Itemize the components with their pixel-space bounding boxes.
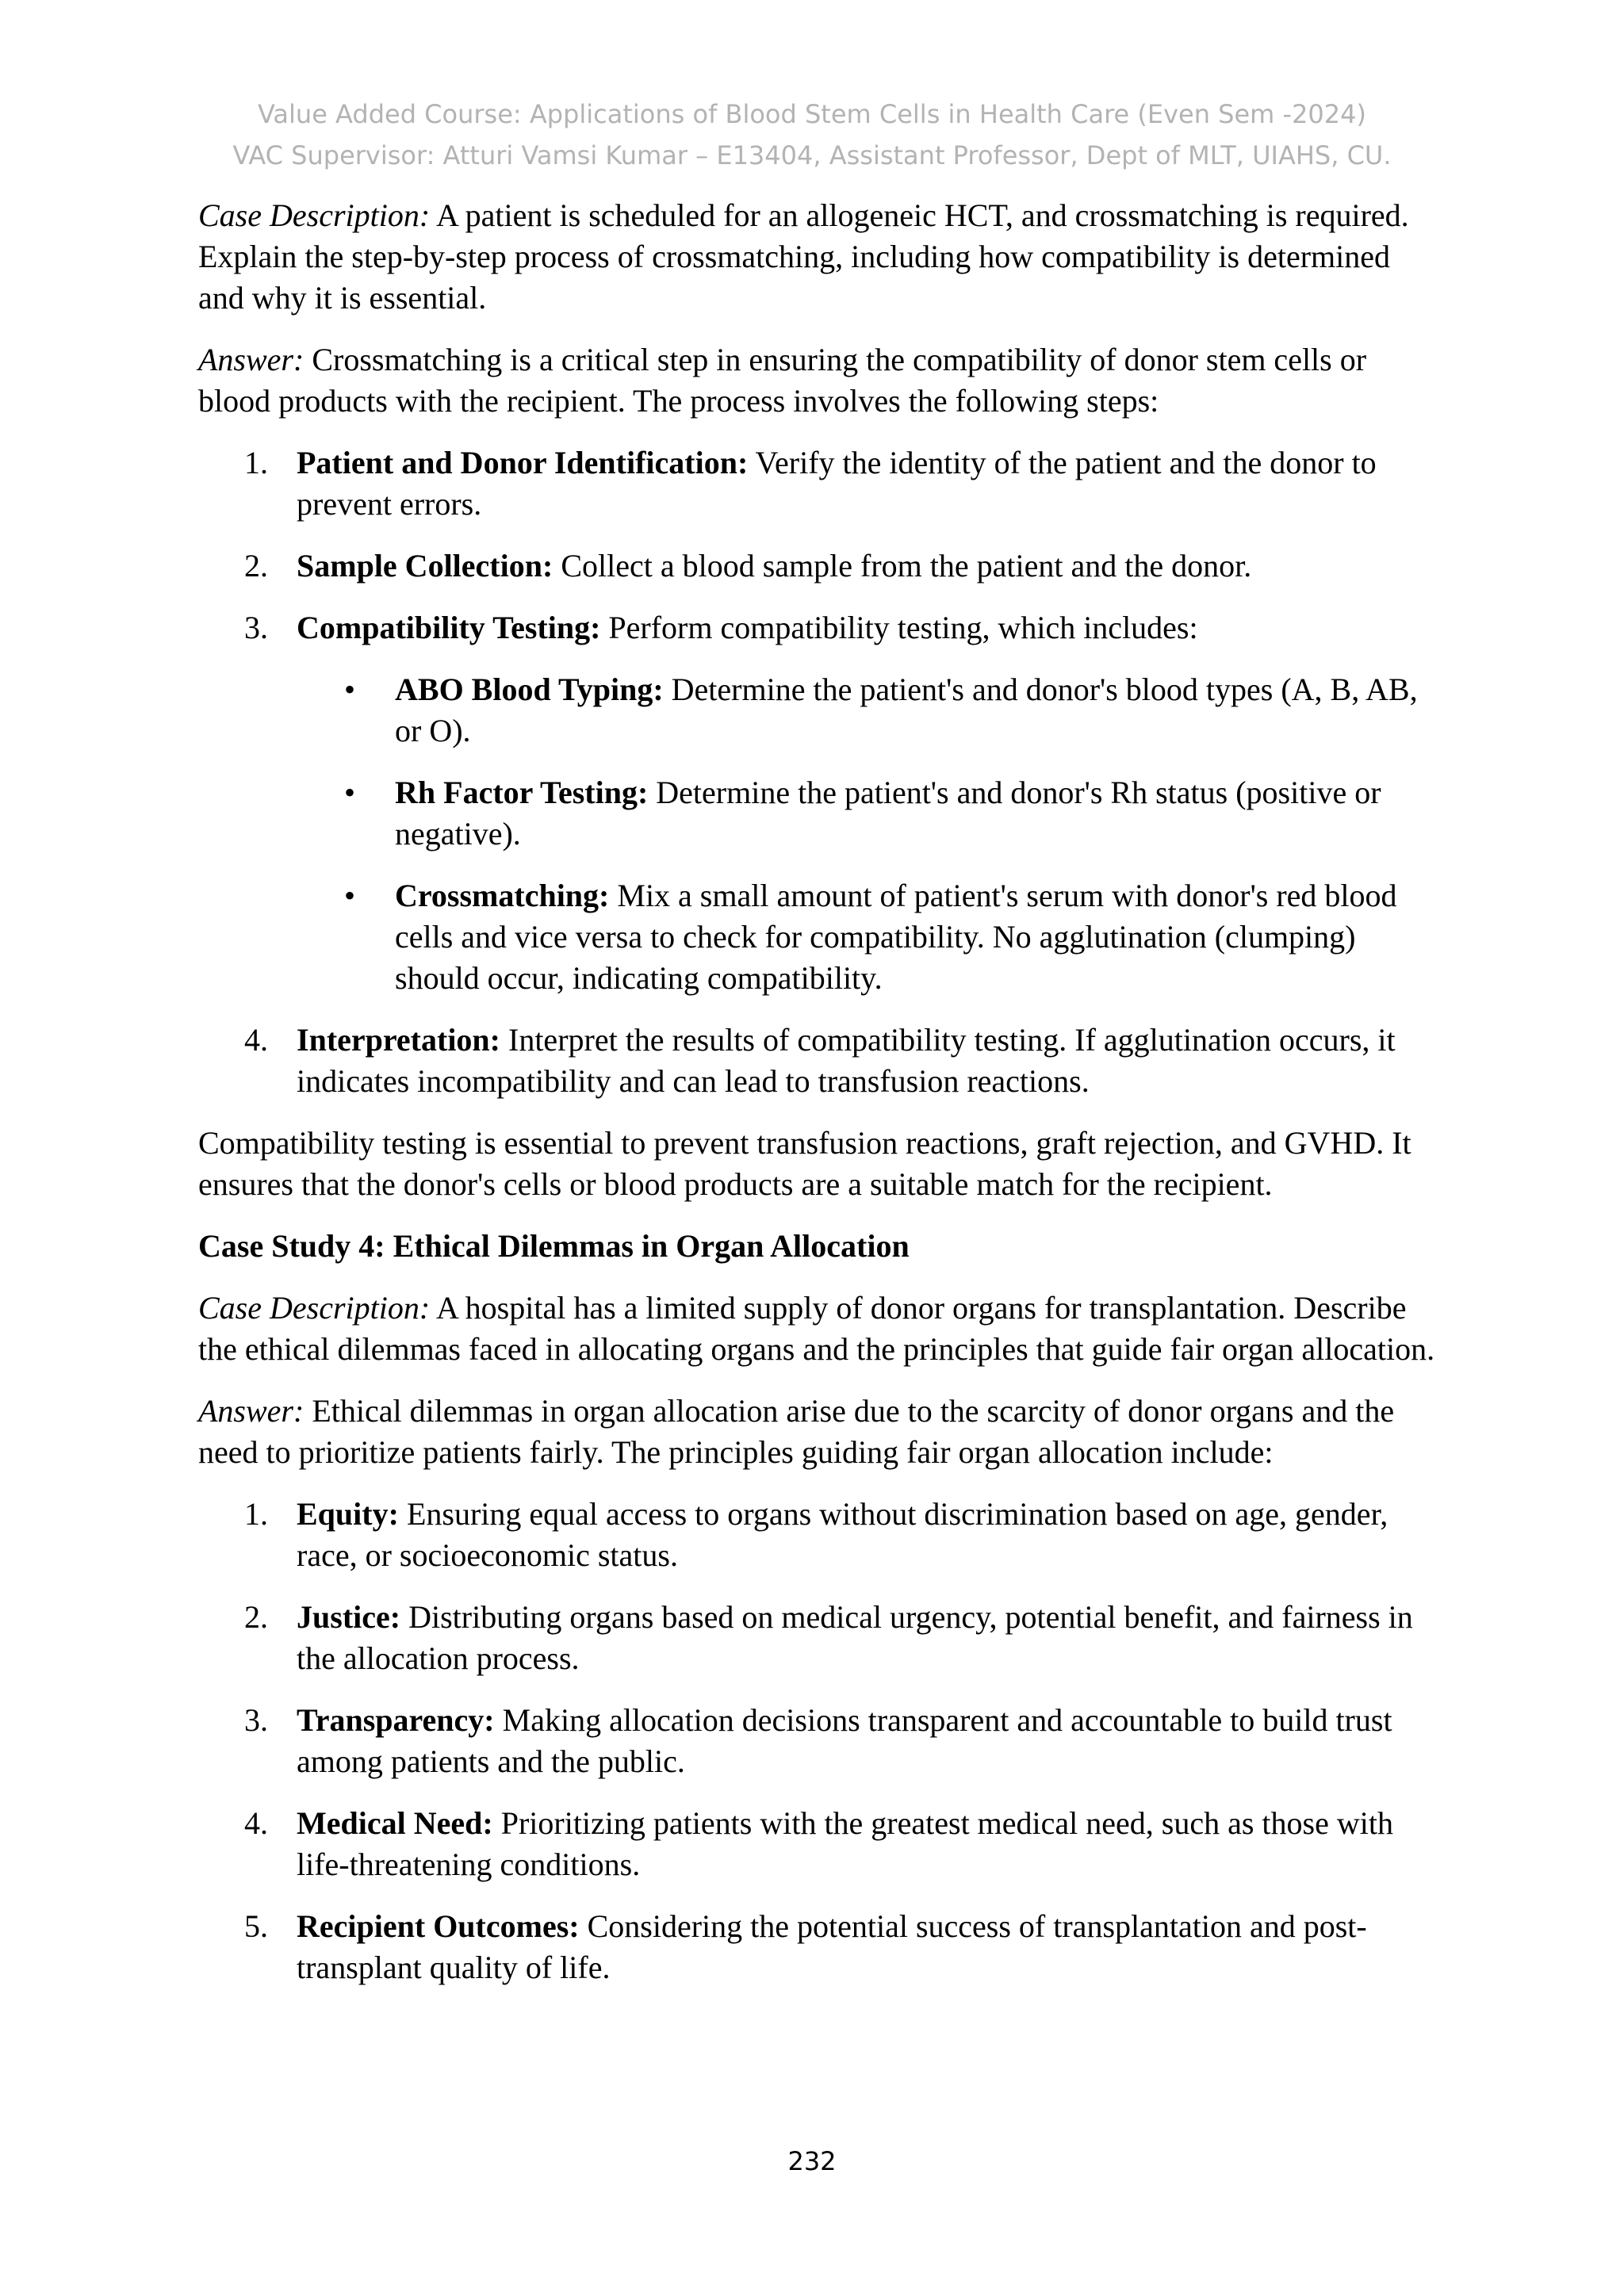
list-item-title: Equity: xyxy=(297,1496,399,1532)
list-item-number: 1. xyxy=(244,445,268,480)
bullet-item xyxy=(297,875,1443,999)
list-item-title: Medical Need: xyxy=(297,1805,493,1841)
case4-answer xyxy=(198,1391,1443,1473)
list-item-number: 2. xyxy=(244,548,268,584)
bullet-item-title: ABO Blood Typing: xyxy=(395,672,664,707)
list-item-title: Compatibility Testing: xyxy=(297,610,601,645)
list-item-title: Justice: xyxy=(297,1599,401,1635)
bullet-marker: • xyxy=(344,672,356,707)
list-item xyxy=(198,1803,1443,1885)
running-header xyxy=(0,94,1624,176)
case3-description xyxy=(198,195,1443,319)
page-number: 232 xyxy=(787,2146,837,2176)
list-item-text: Considering the potential success of transplantation and post-transplant quality of life. xyxy=(297,1908,1367,1985)
list-item-title: Patient and Donor Identification: xyxy=(297,445,749,480)
header-course-title: Value Added Course: Applications of Blood Stem Cells in Health Care (Even Sem -2024) xyxy=(258,99,1366,129)
bullet-item xyxy=(297,669,1443,752)
case3-conclusion: Compatibility testing is essential to prevent transfusion reactions, graft rejection, and GVHD. It ensures that the donor's cells or blood products are a suitable match for the recipient. xyxy=(198,1125,1411,1202)
case3-answer-text: Crossmatching is a critical step in ensuring the compatibility of donor stem cells or blood products with the recipient. The process involves the following steps: xyxy=(198,342,1367,419)
list-item-text: Ensuring equal access to organs without discrimination based on age, gender, race, or socioeconomic status. xyxy=(297,1496,1388,1573)
bullet-item-text: Determine the patient's and donor's blood types (A, B, AB, or O). xyxy=(395,672,1418,748)
list-item xyxy=(198,1494,1443,1576)
list-item xyxy=(198,442,1443,525)
list-item-text: Perform compatibility testing, which includes: xyxy=(600,610,1198,645)
list-item xyxy=(198,1597,1443,1679)
bullet-item-text: Determine the patient's and donor's Rh status (positive or negative). xyxy=(395,775,1381,851)
bullet-item xyxy=(297,772,1443,855)
list-item-text: Making allocation decisions transparent and accountable to build trust among patients and the public. xyxy=(297,1702,1392,1779)
list-item xyxy=(198,1020,1443,1102)
list-item-text: Verify the identity of the patient and the donor to prevent errors. xyxy=(297,445,1377,522)
list-item-text: Distributing organs based on medical urgency, potential benefit, and fairness in the allocation process. xyxy=(297,1599,1413,1676)
list-item-text: Prioritizing patients with the greatest medical need, such as those with life-threatening conditions. xyxy=(297,1805,1393,1882)
case3-description-label: Case Description: xyxy=(198,197,431,233)
header-supervisor: VAC Supervisor: Atturi Vamsi Kumar – E13404, Assistant Professor, Dept of MLT, UIAHS, CU. xyxy=(232,140,1392,170)
case3-answer xyxy=(198,339,1443,422)
list-item-text: Collect a blood sample from the patient and the donor. xyxy=(553,548,1252,584)
list-item xyxy=(198,1700,1443,1782)
crossmatching-steps-list xyxy=(198,442,1443,1102)
list-item xyxy=(198,545,1443,587)
list-item xyxy=(198,1906,1443,1988)
case4-description xyxy=(198,1288,1443,1370)
case3-answer-label: Answer: xyxy=(198,342,304,377)
list-item-number: 1. xyxy=(244,1496,268,1532)
bullet-marker: • xyxy=(344,775,356,810)
bullet-marker: • xyxy=(344,878,356,913)
case4-description-label: Case Description: xyxy=(198,1290,431,1326)
list-item-number: 5. xyxy=(244,1908,268,1944)
bullet-item-title: Rh Factor Testing: xyxy=(395,775,649,810)
case4-answer-text: Ethical dilemmas in organ allocation arise due to the scarcity of donor organs and the need to prioritize patients fairly. The principles guiding fair organ allocation include: xyxy=(198,1393,1395,1470)
case4-heading: Case Study 4: Ethical Dilemmas in Organ Allocation xyxy=(198,1228,910,1264)
list-item-text: Interpret the results of compatibility testing. If agglutination occurs, it indicates incompatibility and can lead to transfusion reactions. xyxy=(297,1022,1396,1099)
list-item-number: 3. xyxy=(244,610,268,645)
list-item-number: 3. xyxy=(244,1702,268,1738)
case4-description-text: A hospital has a limited supply of donor organs for transplantation. Describe the ethical dilemmas faced in allocating organs and the principles that guide fair organ allocation. xyxy=(198,1290,1435,1367)
bullet-item-title: Crossmatching: xyxy=(395,878,610,913)
list-item-number: 4. xyxy=(244,1022,268,1058)
list-item-number: 4. xyxy=(244,1805,268,1841)
list-item xyxy=(198,607,1443,999)
case3-description-text: A patient is scheduled for an allogeneic HCT, and crossmatching is required. Explain the step-by-step process of crossmatching, including how compatibility is determined and why it is essential. xyxy=(198,197,1409,316)
list-item-number: 2. xyxy=(244,1599,268,1635)
bullet-item-text: Mix a small amount of patient's serum with donor's red blood cells and vice versa to check for compatibility. No agglutination (clumping) should occur, indicating compatibility. xyxy=(395,878,1397,996)
list-item-title: Interpretation: xyxy=(297,1022,500,1058)
list-item-title: Recipient Outcomes: xyxy=(297,1908,580,1944)
page-content xyxy=(198,195,1443,2009)
list-item-title: Sample Collection: xyxy=(297,548,553,584)
allocation-principles-list xyxy=(198,1494,1443,1988)
compatibility-tests-list xyxy=(297,669,1443,999)
case4-answer-label: Answer: xyxy=(198,1393,304,1429)
list-item-title: Transparency: xyxy=(297,1702,495,1738)
